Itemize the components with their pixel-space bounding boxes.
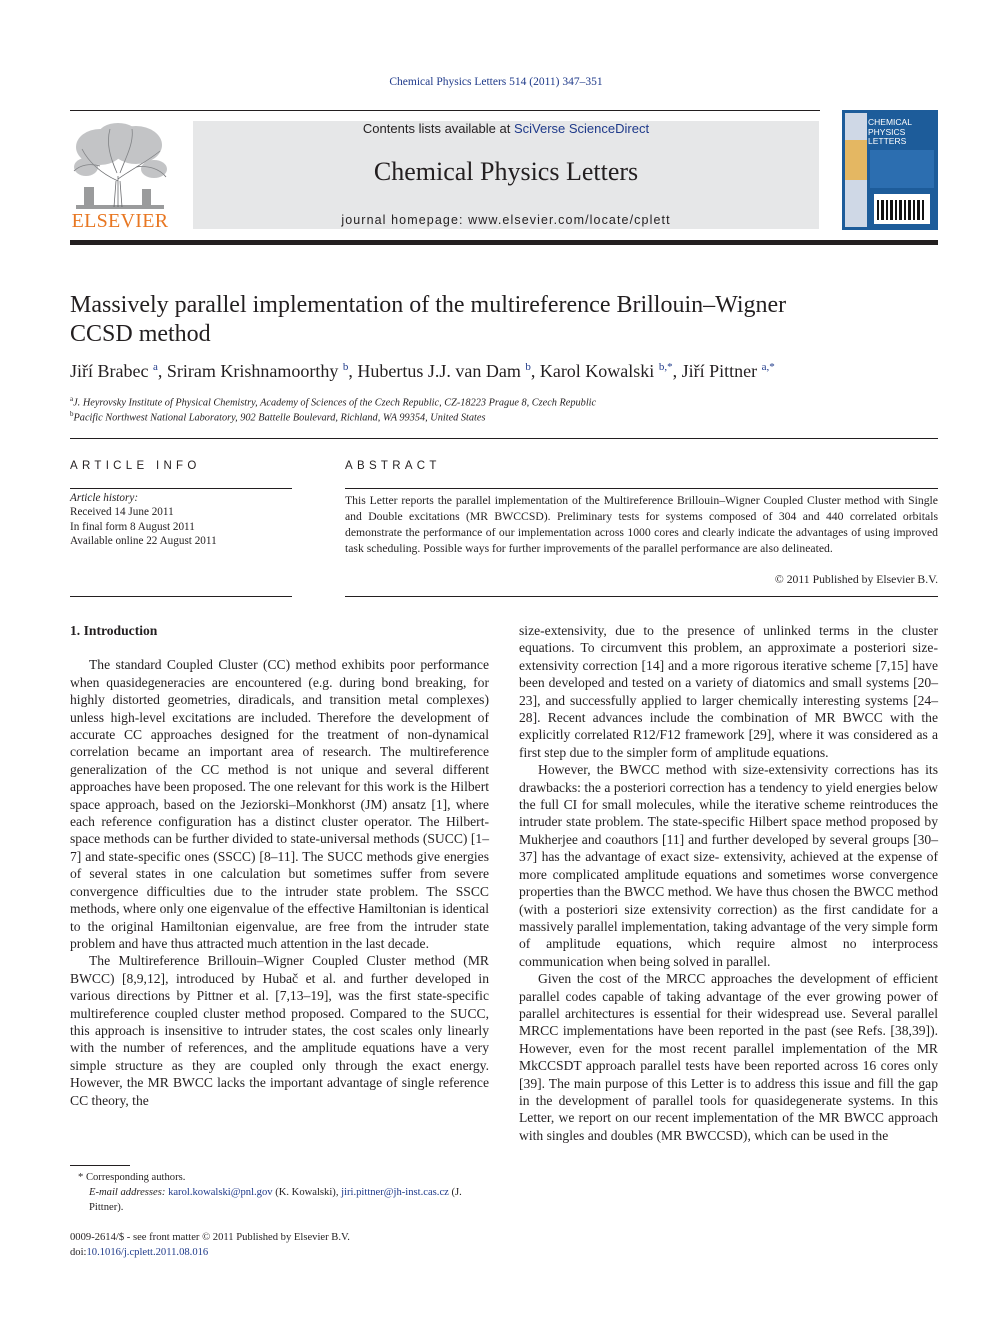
email-note: [70, 1185, 490, 1215]
footnote-rule: [70, 1165, 130, 1166]
header-rule: [70, 110, 820, 111]
affiliation-mark: b: [70, 410, 74, 418]
divider: [70, 488, 292, 489]
paragraph: However, the BWCC method with size-extensivity corrections has its drawbacks: the a posteriori correction has a tendency to yield energies below the full CI for small molecules, while the iterative scheme reintroduces the intruder state problem. The state-specific Hilbert space method proposed by Mukherjee and coauthors [11] and further developed by several groups [30–37] has the advantage of exact size- extensivity, achieved at the expense of more complicated amplitude equations and sometimes worse convergence properties than the BWCC method. We have thus chosen the BWCC method (with a posteriori size extensivity correction) as the first candidate for a massively parallel implementation, taking advantage of the very simple form of amplitude equations, which require almost no interprocess communication when being solved in parallel.: [519, 762, 938, 969]
author-separator: ,: [530, 361, 540, 381]
abstract-heading: ABSTRACT: [345, 460, 441, 472]
history-final-form: In final form 8 August 2011: [70, 520, 195, 533]
author-affiliation-mark[interactable]: a: [152, 361, 158, 373]
history-received: Received 14 June 2011: [70, 506, 174, 519]
doi-link[interactable]: 10.1016/j.cplett.2011.08.016: [86, 1247, 209, 1258]
author-separator: ,: [157, 361, 167, 381]
author-name[interactable]: Sriram Krishnamoorthy: [166, 361, 339, 381]
author-affiliation-mark[interactable]: a,*: [761, 361, 775, 373]
divider: [70, 596, 292, 597]
author-list: [70, 361, 940, 382]
article-info-heading: ARTICLE INFO: [70, 460, 201, 472]
email-owner: (J. Pittner).: [89, 1187, 462, 1213]
body-right-column: [519, 622, 938, 1144]
email-link[interactable]: karol.kowalski@pnl.gov: [168, 1187, 273, 1198]
affiliation-b: [70, 410, 485, 423]
affiliation-a: [70, 395, 596, 408]
issn-line: 0009-2614/$ - see front matter © 2011 Published by Elsevier B.V.: [70, 1232, 350, 1243]
paragraph: size-extensivity, due to the presence of unlinked terms in the cluster equations. To circumvent this problem, an approximate a posteriori size-extensivity correction [14] and a more rigorous iterative scheme [7,15] have been developed and tested on a variety of diatomics and small systems [20–23], and successfully applied to larger chemically interesting systems [24–28]. Recent advances include the combination of MR BWCC with the explicitly correlated R12/F12 framework [29], where it was considered as a first step due to the simpler form of amplitude equations.: [519, 623, 938, 760]
cover-title-line-1: CHEMICAL: [868, 117, 912, 127]
paragraph: The standard Coupled Cluster (CC) method exhibits poor performance when quasidegeneracies are encountered (e.g. during bond breaking, for highly distorted geometries, diradicals, and transition metal complexes) unless high-level excitations are included. Therefore the development of accurate CC approaches designed for the treatment of non-dynamical correlation became an important area of research. The multireference generalization of the CC method is not unique and several different approaches have been proposed. The one relevant for this work is the Hilbert space approach, based on the Jeziorski–Monkhorst (JM) ansatz [1], where each reference configuration has a distinct cluster operator. The Hilbert-space methods can be further divided to state-universal methods (SUCC) [1–7] and state-specific ones (SSCC) [8–11]. The SUCC methods give energies of several states in one calculation but sometimes suffer from severe convergence difficulties due to the intruder state problem. The SSCC methods, where only one eigenvalue of the effective Hamiltonian is identical to the original Hamiltonian eigenvalue, are free from the intruder state problem and have thus attracted much attention in the last decade.: [70, 657, 489, 951]
article-history: [70, 491, 295, 548]
contents-prefix: Contents lists available at: [362, 121, 514, 136]
journal-reference[interactable]: Chemical Physics Letters 514 (2011) 347–351: [389, 76, 603, 88]
history-label: Article history:: [70, 492, 139, 504]
author-affiliation-mark[interactable]: b,*: [658, 361, 673, 373]
elsevier-logo[interactable]: [70, 121, 170, 233]
divider: [70, 438, 938, 439]
history-online: Available online 22 August 2011: [70, 534, 217, 547]
email-link[interactable]: jiri.pittner@jh-inst.cas.cz: [341, 1187, 449, 1198]
abstract-text: This Letter reports the parallel implementation of the Multireference Brillouin–Wigner Coupled Cluster method with Single and Double excitations (MR BWCCSD). Preliminary tests for systems composed of 304 and 440 correlated orbitals demonstrate the performance of our implementation across 1000 cores and clearly indicate the advantages of using improved task scheduling. Possible ways for further improvements of the parallel performance are also delineated.: [345, 494, 938, 555]
email-owner: (K. Kowalski),: [272, 1187, 342, 1198]
doi-label: doi:: [70, 1247, 87, 1258]
email-label: E-mail addresses:: [89, 1187, 169, 1198]
abstract-copyright: © 2011 Published by Elsevier B.V.: [774, 573, 938, 586]
body-left-column: [70, 622, 489, 1109]
author-name[interactable]: Karol Kowalski: [539, 361, 655, 381]
header-thick-rule: [70, 240, 938, 245]
divider: [345, 596, 938, 597]
section-heading: 1. Introduction: [70, 623, 158, 638]
affiliation-text: Pacific Northwest National Laboratory, 902 Battelle Boulevard, Richland, WA 99354, United States: [73, 412, 486, 424]
contents-line: [193, 121, 819, 136]
heading-spacer: [70, 639, 489, 656]
author-separator: ,: [348, 361, 358, 381]
affiliation-text: J. Heyrovsky Institute of Physical Chemistry, Academy of Sciences of the Czech Republic, CZ-18223 Prague 8, Czech Republic: [73, 397, 597, 409]
divider: [345, 488, 938, 489]
article-title-line-1: Massively parallel implementation of the multireference Brillouin–Wigner: [70, 292, 787, 318]
author-separator: ,: [672, 361, 682, 381]
paragraph: The Multireference Brillouin–Wigner Coupled Cluster method (MR BWCC) [8,9,12], introduced by Hubač et al. and further developed in various directions by Pittner et al. [7,13–19], was the first state-specific multireference coupled cluster method proposed. Compared to the SUCC, this approach is insensitive to intruder states, the cost scales only linearly with the number of references, and the amplitude equations have a very simple structure as they are coupled only through the exact energy. However, the MR BWCC lacks the important advantage of single reference CC theory, the: [70, 953, 489, 1108]
author-affiliation-mark[interactable]: b: [525, 361, 531, 373]
journal-homepage[interactable]: journal homepage: www.elsevier.com/locate/cplett: [341, 213, 671, 227]
doi-line: [70, 1245, 490, 1260]
affiliation-mark: a: [70, 395, 74, 403]
article-title: [70, 291, 930, 349]
cover-title-line-2: PHYSICS: [868, 126, 906, 137]
cover-title: [868, 118, 936, 147]
elsevier-wordmark: ELSEVIER: [71, 210, 169, 232]
footnotes: [70, 1170, 490, 1215]
paragraph: Given the cost of the MRCC approaches the development of efficient parallel codes capable of taking advantage of the ever growing power of parallel architectures is essential for their widespread use. Several parallel MRCC implementations have been reported in the past (see Refs. [38,39]). However, even for the most recent parallel implementation of the MR MkCCSDT approach parallel tests have been reported across 16 cores only [39]. The main purpose of this Letter is to address this issue and fill the gap in the development of parallel tools for quasidegenerate systems. In this Letter, we report on our recent implementation of the MR BWCC approach with singles and doubles (MR BWCCSD), which can be used in the: [519, 971, 938, 1143]
cover-title-line-3: LETTERS: [868, 136, 907, 146]
corresponding-note: * Corresponding authors.: [78, 1172, 186, 1183]
journal-cover[interactable]: [842, 110, 938, 230]
article-title-line-2: CCSD method: [70, 321, 211, 347]
author-affiliation-mark[interactable]: b: [342, 361, 349, 373]
author-name[interactable]: Jiří Brabec: [70, 361, 149, 381]
author-name[interactable]: Hubertus J.J. van Dam: [357, 361, 521, 381]
author-name[interactable]: Jiří Pittner: [681, 361, 758, 381]
sciencedirect-link[interactable]: SciVerse ScienceDirect: [513, 121, 650, 136]
issn-block: [70, 1230, 490, 1260]
journal-title: Chemical Physics Letters: [373, 157, 639, 186]
journal-banner: [193, 121, 819, 229]
